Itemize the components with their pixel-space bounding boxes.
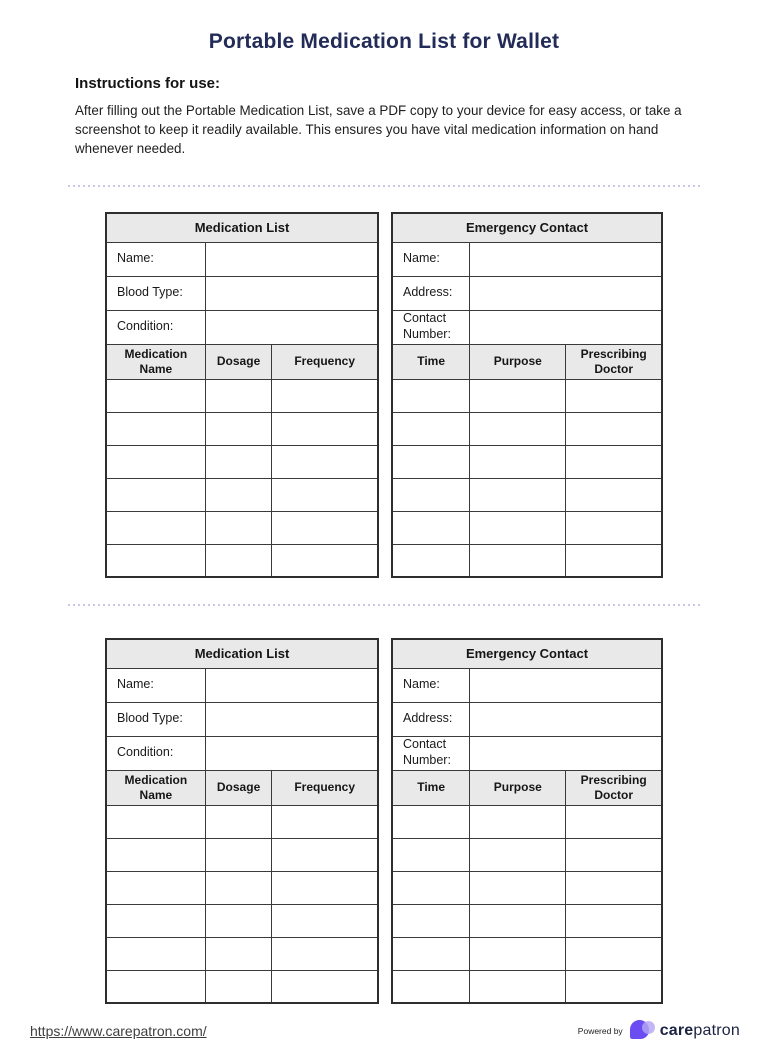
column-header-prescribing-doctor: Prescribing Doctor	[566, 770, 662, 805]
empty-cell[interactable]	[392, 544, 470, 577]
empty-cell[interactable]	[470, 412, 566, 445]
table-row	[392, 904, 662, 937]
wallet-card-1	[105, 212, 663, 578]
empty-cell[interactable]	[205, 970, 272, 1003]
emergency-contact-title: Emergency Contact	[392, 213, 662, 242]
wallet-card-2	[105, 638, 663, 1004]
instructions-heading: Instructions for use:	[75, 75, 221, 92]
medication-list-table	[105, 638, 379, 1004]
instructions-body: After filling out the Portable Medication List, save a PDF copy to your device for easy access, or take a screenshot to keep it readily available. This ensures you have vital medication information on hand whenever needed.	[75, 103, 682, 157]
name-field-value[interactable]	[470, 242, 662, 276]
empty-cell[interactable]	[470, 511, 566, 544]
address-field-label: Address:	[392, 276, 470, 310]
column-header-frequency: Frequency	[272, 770, 378, 805]
column-header-purpose: Purpose	[470, 344, 566, 379]
empty-cell[interactable]	[205, 544, 272, 577]
empty-cell[interactable]	[205, 838, 272, 871]
table-row	[106, 544, 378, 577]
empty-cell[interactable]	[106, 445, 205, 478]
powered-by-block	[578, 1019, 740, 1042]
empty-cell[interactable]	[205, 379, 272, 412]
table-row	[392, 970, 662, 1003]
table-row	[106, 511, 378, 544]
instructions-section	[75, 75, 698, 158]
empty-cell[interactable]	[205, 937, 272, 970]
column-header-prescribing-doctor: Prescribing Doctor	[566, 344, 662, 379]
name-field-label: Name:	[392, 668, 470, 702]
table-row	[392, 478, 662, 511]
name-field-value[interactable]	[470, 668, 662, 702]
table-row	[392, 511, 662, 544]
empty-cell[interactable]	[566, 379, 662, 412]
column-header-frequency: Frequency	[272, 344, 378, 379]
name-field-label: Name:	[106, 668, 205, 702]
empty-cell[interactable]	[205, 871, 272, 904]
table-row	[106, 937, 378, 970]
condition-field-label: Condition:	[106, 736, 205, 770]
blood-type-field-value[interactable]	[205, 702, 378, 736]
name-field-value[interactable]	[205, 668, 378, 702]
empty-cell[interactable]	[205, 805, 272, 838]
empty-cell[interactable]	[470, 937, 566, 970]
empty-cell[interactable]	[205, 904, 272, 937]
empty-cell[interactable]	[566, 937, 662, 970]
empty-cell[interactable]	[392, 511, 470, 544]
empty-cell[interactable]	[205, 445, 272, 478]
empty-cell[interactable]	[392, 805, 470, 838]
empty-cell[interactable]	[470, 904, 566, 937]
brand-patron: patron	[693, 1021, 740, 1039]
medication-list-title: Medication List	[106, 213, 378, 242]
address-field-label: Address:	[392, 702, 470, 736]
empty-cell[interactable]	[566, 412, 662, 445]
table-row	[106, 904, 378, 937]
empty-cell[interactable]	[566, 904, 662, 937]
table-row	[392, 838, 662, 871]
table-row	[106, 805, 378, 838]
empty-cell[interactable]	[470, 838, 566, 871]
empty-cell[interactable]	[566, 511, 662, 544]
empty-cell[interactable]	[566, 445, 662, 478]
blood-type-field-label: Blood Type:	[106, 276, 205, 310]
table-row	[392, 412, 662, 445]
empty-cell[interactable]	[566, 970, 662, 1003]
empty-cell[interactable]	[106, 379, 205, 412]
empty-cell[interactable]	[106, 904, 205, 937]
empty-cell[interactable]	[392, 871, 470, 904]
name-field-label: Name:	[392, 242, 470, 276]
empty-cell[interactable]	[272, 478, 378, 511]
empty-cell[interactable]	[106, 544, 205, 577]
empty-cell[interactable]	[272, 544, 378, 577]
empty-cell[interactable]	[106, 871, 205, 904]
table-row	[106, 478, 378, 511]
condition-field-label: Condition:	[106, 310, 205, 344]
empty-cell[interactable]	[392, 478, 470, 511]
brand-care: care	[659, 1021, 694, 1039]
empty-cell[interactable]	[566, 838, 662, 871]
medication-list-title: Medication List	[106, 639, 378, 668]
empty-cell[interactable]	[470, 871, 566, 904]
empty-cell[interactable]	[566, 805, 662, 838]
table-row	[106, 838, 378, 871]
column-header-purpose: Purpose	[470, 770, 566, 805]
empty-cell[interactable]	[470, 544, 566, 577]
empty-cell[interactable]	[272, 511, 378, 544]
table-row	[392, 379, 662, 412]
emergency-contact-table	[391, 638, 663, 1004]
empty-cell[interactable]	[106, 511, 205, 544]
empty-cell[interactable]	[205, 511, 272, 544]
empty-cell[interactable]	[392, 379, 470, 412]
condition-field-value[interactable]	[205, 310, 378, 344]
empty-cell[interactable]	[272, 805, 378, 838]
name-field-value[interactable]	[205, 242, 378, 276]
contact-number-field-label: Contact Number:	[392, 736, 470, 770]
table-row	[392, 871, 662, 904]
address-field-value[interactable]	[470, 276, 662, 310]
empty-cell[interactable]	[106, 478, 205, 511]
table-row	[392, 544, 662, 577]
emergency-contact-table	[391, 212, 663, 578]
page-title: Portable Medication List for Wallet	[208, 30, 560, 53]
empty-cell[interactable]	[106, 412, 205, 445]
column-header-medication-name: Medication Name	[106, 770, 205, 805]
empty-cell[interactable]	[392, 937, 470, 970]
table-row	[106, 379, 378, 412]
empty-cell[interactable]	[392, 904, 470, 937]
condition-field-value[interactable]	[205, 736, 378, 770]
contact-number-field-value[interactable]	[470, 736, 662, 770]
column-header-time: Time	[392, 344, 470, 379]
empty-cell[interactable]	[205, 412, 272, 445]
table-row	[106, 445, 378, 478]
empty-cell[interactable]	[205, 478, 272, 511]
empty-cell[interactable]	[392, 838, 470, 871]
blood-type-field-value[interactable]	[205, 276, 378, 310]
dotted-divider	[68, 184, 700, 187]
empty-cell[interactable]	[566, 544, 662, 577]
empty-cell[interactable]	[272, 838, 378, 871]
empty-cell[interactable]	[272, 412, 378, 445]
powered-by-label: Powered by	[577, 1025, 623, 1036]
emergency-contact-title: Emergency Contact	[392, 639, 662, 668]
empty-cell[interactable]	[566, 871, 662, 904]
empty-cell[interactable]	[470, 445, 566, 478]
column-header-dosage: Dosage	[205, 770, 272, 805]
dotted-divider	[68, 603, 700, 606]
table-row	[106, 871, 378, 904]
logo-bubble-shape	[642, 1021, 655, 1034]
contact-number-field-value[interactable]	[470, 310, 662, 344]
empty-cell[interactable]	[470, 805, 566, 838]
empty-cell[interactable]	[392, 445, 470, 478]
empty-cell[interactable]	[272, 937, 378, 970]
contact-number-field-label: Contact Number:	[392, 310, 470, 344]
empty-cell[interactable]	[272, 904, 378, 937]
table-row	[392, 805, 662, 838]
empty-cell[interactable]	[392, 412, 470, 445]
empty-cell[interactable]	[272, 871, 378, 904]
empty-cell[interactable]	[566, 478, 662, 511]
column-header-medication-name: Medication Name	[106, 344, 205, 379]
column-header-dosage: Dosage	[205, 344, 272, 379]
blood-type-field-label: Blood Type:	[106, 702, 205, 736]
empty-cell[interactable]	[470, 478, 566, 511]
carepatron-link[interactable]: https://www.carepatron.com/	[30, 1022, 207, 1039]
address-field-value[interactable]	[470, 702, 662, 736]
table-row	[392, 937, 662, 970]
carepatron-logo-icon	[630, 1019, 657, 1042]
column-header-time: Time	[392, 770, 470, 805]
empty-cell[interactable]	[106, 970, 205, 1003]
table-row	[106, 412, 378, 445]
carepatron-brand-text	[660, 1022, 740, 1040]
table-row	[392, 445, 662, 478]
empty-cell[interactable]	[272, 379, 378, 412]
empty-cell[interactable]	[272, 445, 378, 478]
empty-cell[interactable]	[392, 970, 470, 1003]
empty-cell[interactable]	[106, 838, 205, 871]
page-footer	[30, 1019, 740, 1042]
empty-cell[interactable]	[470, 970, 566, 1003]
empty-cell[interactable]	[106, 937, 205, 970]
empty-cell[interactable]	[470, 379, 566, 412]
name-field-label: Name:	[106, 242, 205, 276]
empty-cell[interactable]	[272, 970, 378, 1003]
empty-cell[interactable]	[106, 805, 205, 838]
medication-list-table	[105, 212, 379, 578]
table-row	[106, 970, 378, 1003]
